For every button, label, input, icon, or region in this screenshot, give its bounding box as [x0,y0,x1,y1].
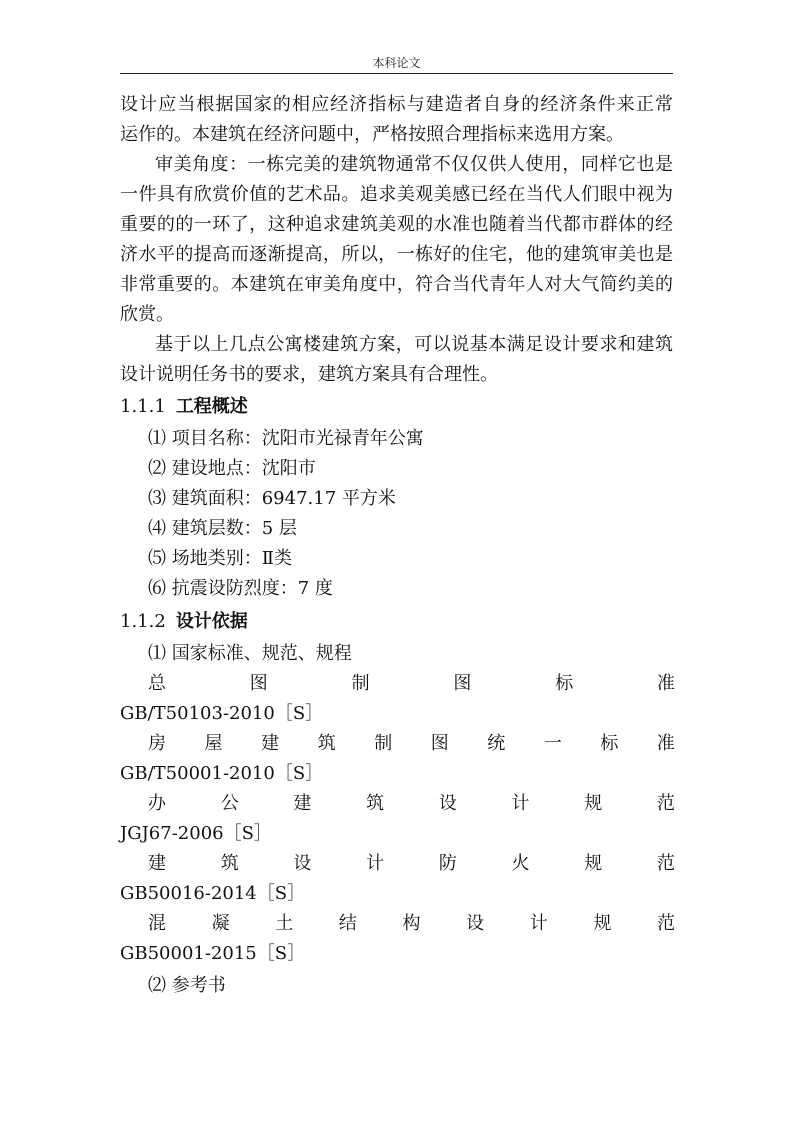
standard-name [148,673,675,695]
paragraph-line: 基于以上几点公寓楼建筑方案，可以说基本满足设计要求和建筑 [155,334,673,355]
standard-char: 计 [366,853,385,874]
list-item: ⑵ 参考书 [148,975,226,996]
standard-char: 构 [402,913,421,934]
standard-char: 防 [438,853,457,874]
standard-char: 规 [593,913,612,934]
standard-char: 总 [148,673,166,694]
standard-char: 设 [293,853,312,874]
header-divider [120,73,673,74]
standard-char: 设 [466,913,485,934]
standard-char: 图 [453,673,472,694]
standard-char: 规 [584,853,603,874]
standard-char: 筑 [220,853,239,874]
list-item: ⑶ 建筑面积：6947.17 平方米 [148,488,396,509]
standard-char: 建 [293,793,312,814]
standard-char: 办 [148,793,166,814]
standard-code: GB50016-2014［S］ [120,883,306,904]
paragraph-line: 欣赏。 [120,304,174,325]
standard-char: 准 [656,673,675,694]
section-heading [120,396,248,418]
list-item: ⑸ 场地类别：Ⅱ类 [148,548,292,569]
standard-char: 建 [261,733,280,754]
header-title: 本科论文 [372,56,421,70]
standard-char: 计 [529,913,548,934]
paragraph-line: 运作的。本建筑在经济问题中，严格按照合理指标来选用方案。 [120,124,624,145]
standard-char: 计 [511,793,530,814]
standard-char: 筑 [366,793,385,814]
list-item: ⑴ 项目名称：沈阳市光禄青年公寓 [148,428,424,449]
paragraph-line: 重要的的一环了，这种追求建筑美观的水准也随着当代都市群体的经 [120,214,673,235]
standard-char: 制 [351,673,370,694]
standard-char: 统 [487,733,506,754]
standard-char: 筑 [317,733,336,754]
standard-char: 屋 [204,733,223,754]
standard-char: 建 [148,853,166,874]
standard-char: 结 [338,913,357,934]
list-item: ⑹ 抗震设防烈度：7 度 [148,578,333,599]
standard-name [148,853,675,875]
section-number: 1.1.1 [120,396,166,417]
standard-char: 范 [656,793,675,814]
standard-code: JGJ67-2006［S］ [120,823,272,844]
standard-name [148,793,675,815]
standard-code: GB/T50103-2010［S］ [120,703,324,724]
list-item: ⑷ 建筑层数：5 层 [148,518,297,539]
section-title: 工程概述 [175,396,248,417]
standard-char: 范 [656,853,675,874]
standard-char: 混 [148,913,166,934]
standard-char: 范 [657,913,675,934]
standard-char: 准 [656,733,675,754]
section-number: 1.1.2 [120,611,166,632]
standard-char: 火 [511,853,530,874]
standard-name [148,733,675,755]
paragraph-line: 济水平的提高而逐渐提高，所以，一栋好的住宅，他的建筑审美也是 [120,244,673,265]
standard-char: 规 [584,793,603,814]
standard-char: 制 [374,733,393,754]
paragraph-line: 一件具有欣赏价值的艺术品。追求美观美感已经在当代人们眼中视为 [120,184,673,205]
standard-char: 标 [600,733,619,754]
standard-char: 图 [430,733,449,754]
paragraph-line: 设计说明任务书的要求，建筑方案具有合理性。 [120,364,498,385]
paragraph-line: 设计应当根据国家的相应经济指标与建造者自身的经济条件来正常 [120,94,673,115]
paragraph-line: 审美角度：一栋完美的建筑物通常不仅仅供人使用，同样它也是 [155,154,673,175]
list-item: ⑴ 国家标准、规范、规程 [148,643,352,664]
standard-char: 凝 [211,913,230,934]
standard-char: 图 [249,673,268,694]
standard-char: 设 [438,793,457,814]
standard-char: 一 [543,733,562,754]
standard-name [148,913,675,935]
paragraph-line: 非常重要的。本建筑在审美角度中，符合当代青年人对大气简约美的 [120,274,673,295]
list-item: ⑵ 建设地点：沈阳市 [148,458,316,479]
section-title: 设计依据 [175,611,248,632]
standard-code: GB50001-2015［S］ [120,943,306,964]
section-heading [120,611,248,633]
standard-char: 标 [555,673,574,694]
standard-char: 房 [148,733,166,754]
standard-char: 公 [220,793,239,814]
standard-char: 土 [275,913,294,934]
standard-code: GB/T50001-2010［S］ [120,763,324,784]
